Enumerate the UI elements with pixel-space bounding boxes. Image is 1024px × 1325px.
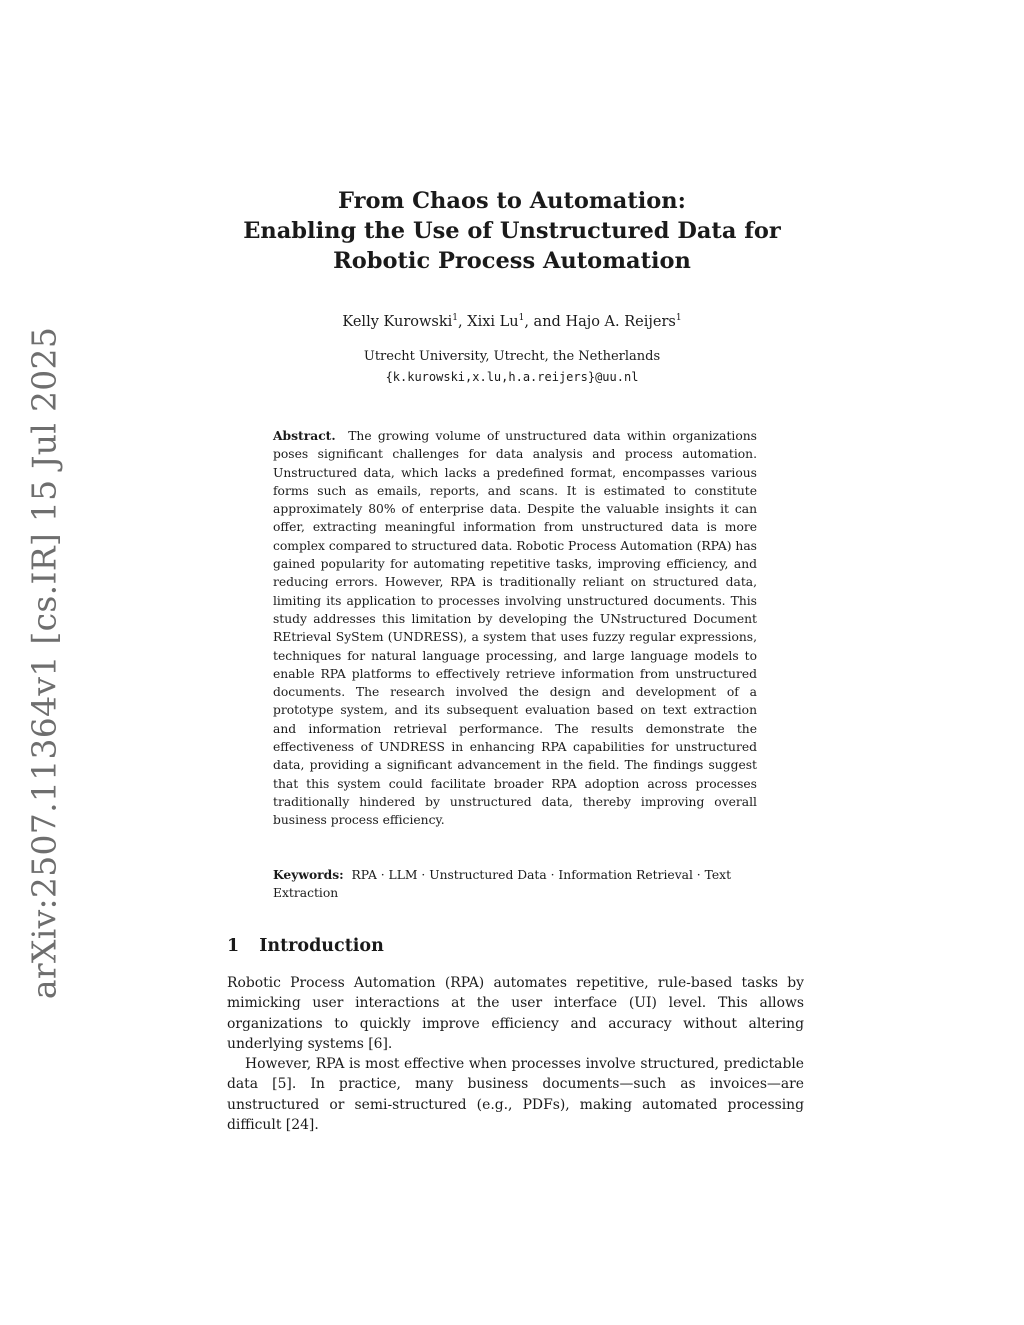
author-separator: ,	[458, 314, 468, 330]
author-name: Kelly Kurowski	[342, 314, 453, 330]
affiliation-mark: 1	[518, 313, 525, 323]
section-title: Introduction	[259, 936, 384, 956]
paragraph: However, RPA is most effective when processes involve structured, predictable data [5]. In practice, many business documents—such as invoices—are unstructured or semi-structured (e.g., PDFs), making automated processing difficult [24].	[227, 1056, 804, 1134]
author-name: Hajo A. Reijers	[565, 314, 676, 330]
affiliation-mark: 1	[452, 313, 459, 323]
keywords-label: Keywords:	[273, 867, 344, 882]
section-heading	[227, 934, 384, 958]
paragraph: Robotic Process Automation (RPA) automates repetitive, rule-based tasks by mimicking user interactions at the user interface (UI) level. This allows organizations to quickly improve efficiency and accuracy without altering underlying systems [6].	[227, 975, 804, 1052]
abstract	[273, 427, 757, 830]
arxiv-identifier-stamp: arXiv:2507.11364v1 [cs.IR] 15 Jul 2025	[24, 326, 64, 1000]
abstract-label: Abstract.	[273, 428, 336, 443]
author-emails: {k.kurowski,x.lu,h.a.reijers}@uu.nl	[385, 370, 639, 384]
affiliation: Utrecht University, Utrecht, the Netherlands	[363, 349, 661, 364]
affiliation-mark: 1	[675, 313, 682, 323]
introduction-body	[227, 973, 804, 1135]
title-line: Enabling the Use of Unstructured Data for	[243, 218, 781, 244]
keywords	[273, 866, 757, 903]
author-separator: , and	[524, 314, 566, 330]
author-list	[0, 312, 1024, 332]
author-name: Xixi Lu	[467, 314, 519, 330]
title-line: From Chaos to Automation:	[338, 188, 686, 214]
title-line: Robotic Process Automation	[333, 248, 691, 274]
section-number: 1	[227, 936, 240, 956]
paper-title	[0, 186, 1024, 276]
keywords-text: RPA · LLM · Unstructured Data · Information Retrieval · Text Extraction	[273, 868, 732, 901]
abstract-text: The growing volume of unstructured data within organizations poses significant challenges for data analysis and process automation. Unstructured data, which lacks a predefined format, encompasses various forms such as emails, reports, and scans. It is estimated to constitute approximately 80% of enterprise data. Despite the valuable insights it can offer, extracting meaningful information from unstructured data is more complex compared to structured data. Robotic Process Automation (RPA) has gained popularity for automating repetitive tasks, improving efficiency, and reducing errors. However, RPA is traditionally reliant on structured data, limiting its application to processes involving unstructured documents. This study addresses this limitation by developing the UNstructured Document REtrieval SyStem (UNDRESS), a system that uses fuzzy regular expressions, techniques for natural language processing, and large language models to enable RPA platforms to effectively retrieve information from unstructured documents. The research involved the design and development of a prototype system, and its subsequent evaluation based on text extraction and information retrieval performance. The results demonstrate the effectiveness of UNDRESS in enhancing RPA capabilities for unstructured data, providing a significant advancement in the field. The findings suggest that this system could facilitate broader RPA adoption across processes traditionally hindered by unstructured data, thereby improving overall business process efficiency.	[273, 429, 757, 828]
